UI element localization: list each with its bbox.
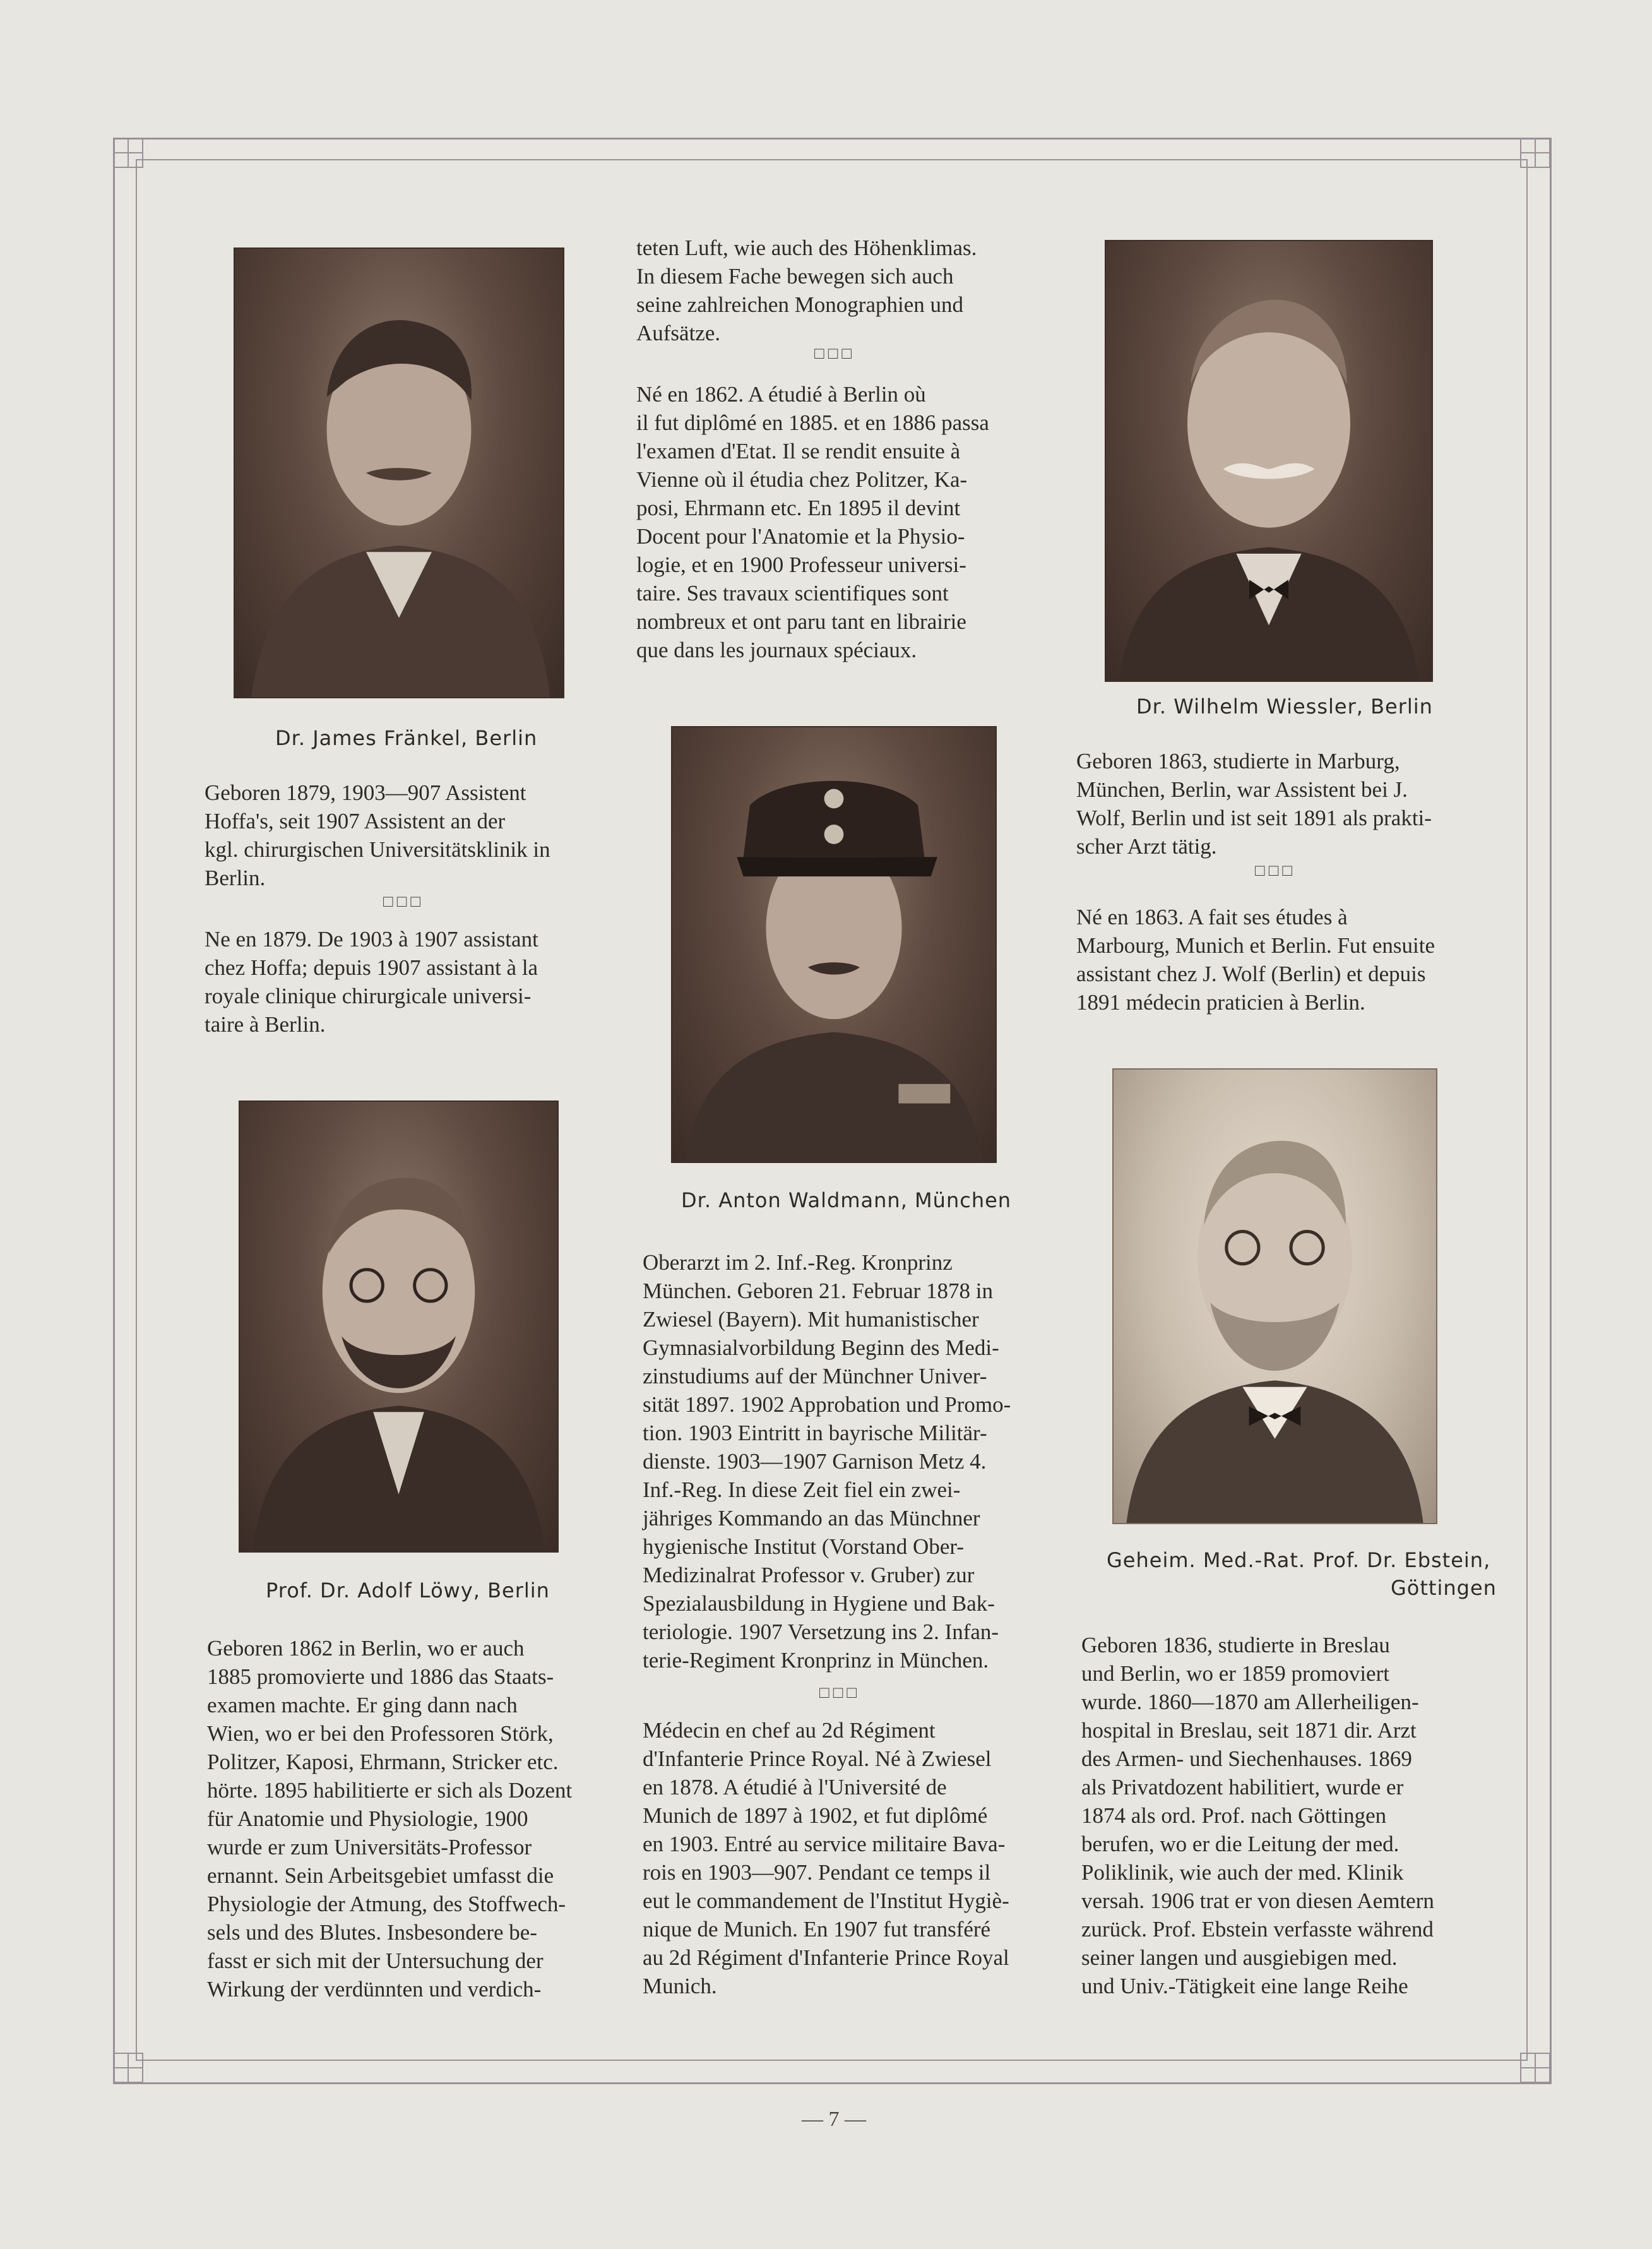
biography-german: Geboren 1879, 1903—907 Assistent Hoffa's, seit 1907 Assistent an der kgl. chirurgischen Universitätsklinik in Berlin. xyxy=(205,780,550,890)
portrait-photo-loewy xyxy=(239,1101,559,1553)
section-separator: □□□ xyxy=(814,344,856,362)
section-separator: □□□ xyxy=(819,1683,861,1702)
biography-german: Geboren 1862 in Berlin, wo er auch 1885 promovierte und 1886 das Staats- examen machte. Er ging dann nach Wien, wo er bei den Professoren Störk, Politzer, Kaposi, Ehrmann, Stricker etc. hörte. 1895 habilitierte er sich als Dozent für Anatomie und Physiologie, 1900 wurde er zum Universitäts-Professor ernannt. Sein Arbeitsgebiet umfasst die Physiologie der Atmung, des Stoffwech- sels und des Blutes. Insbesondere be- fasst er sich mit der Untersuchung der Wirkung der verdünnten und verdich- xyxy=(207,1636,573,2001)
biography-german: Geboren 1863, studierte in Marburg, München, Berlin, war Assistent bei J. Wolf, Berlin und ist seit 1891 als prakti- scher Arzt tätig. xyxy=(1076,749,1432,859)
portrait-caption: Göttingen xyxy=(1391,1576,1497,1600)
border-corner-ornament xyxy=(1520,2053,1550,2083)
portrait-photo-waldmann xyxy=(671,726,997,1163)
biography-french: Né en 1862. A étudié à Berlin où il fut diplômé en 1885. et en 1886 passa l'examen d'Etat. Il se rendit ensuite à Vienne où il étudia chez Politzer, Ka- posi, Ehrmann etc. En 1895 il devint Docent pour l'Anatomie et la Physio- logie, et en 1900 Professeur universi- taire. Ses travaux scientifiques sont nombreux et ont paru tant en librairie que dans les journaux spéciaux. xyxy=(636,382,989,662)
portrait-caption: Prof. Dr. Adolf Löwy, Berlin xyxy=(266,1578,550,1602)
portrait-caption: Geheim. Med.-Rat. Prof. Dr. Ebstein, xyxy=(1107,1548,1491,1572)
biography-french: Né en 1863. A fait ses études à Marbourg, Munich et Berlin. Fut ensuite assistant chez J. Wolf (Berlin) et depuis 1891 médecin praticien à Berlin. xyxy=(1076,905,1435,1015)
section-separator: □□□ xyxy=(383,892,425,910)
border-corner-ornament xyxy=(1520,138,1550,168)
portrait-photo-ebstein xyxy=(1112,1068,1437,1524)
portrait-photo-fraenkel xyxy=(234,248,564,698)
biography-french: Médecin en chef au 2d Régiment d'Infanterie Prince Royal. Né à Zwiesel en 1878. A étudié à l'Université de Munich de 1897 à 1902, et fut diplômé en 1903. Entré au service militaire Bava- rois en 1903—907. Pendant ce temps il eut le commandement de l'Institut Hygiè- nique de Munich. En 1907 fut transféré au 2d Régiment d'Infanterie Prince Royal Munich. xyxy=(643,1718,1009,1998)
portrait-caption: Dr. James Fränkel, Berlin xyxy=(275,726,538,750)
portrait-caption: Dr. Anton Waldmann, München xyxy=(681,1188,1012,1212)
page-number: — 7 — xyxy=(802,2108,866,2131)
biography-french: Ne en 1879. De 1903 à 1907 assistant chez Hoffa; depuis 1907 assistant à la royale clinique chirurgicale universi- taire à Berlin. xyxy=(205,927,538,1037)
biography-german: Geboren 1836, studierte in Breslau und Berlin, wo er 1859 promoviert wurde. 1860—1870 am Allerheiligen- hospital in Breslau, seit 1871 dir. Arzt des Armen- und Siechenhauses. 1869 als Privatdozent habilitiert, wurde er 1874 als ord. Prof. nach Göttingen berufen, wo er die Leitung der med. Poliklinik, wie auch der med. Klinik versah. 1906 trat er von diesen Aemtern zurück. Prof. Ebstein verfasste während seiner langen und ausgiebigen med. und Univ.-Tätigkeit eine lange Reihe xyxy=(1081,1633,1434,1998)
biography-german-continued: teten Luft, wie auch des Höhenklimas. In diesem Fache bewegen sich auch seine zahlreichen Monographien und Aufsätze. xyxy=(636,236,977,345)
border-corner-ornament xyxy=(113,2053,143,2083)
biography-german: Oberarzt im 2. Inf.-Reg. Kronprinz München. Geboren 21. Februar 1878 in Zwiesel (Bayern). Mit humanistischer Gymnasialvorbildung Beginn des Medi- zinstudiums auf der Münchner Univer- sität 1897. 1902 Approbation und Promo- tion. 1903 Eintritt in bayrische Militär- dienste. 1903—1907 Garnison Metz 4. Inf.-Reg. In diese Zeit fiel ein zwei- jähriges Kommando an das Münchner hygienische Institut (Vorstand Ober- Medizinalrat Professor v. Gruber) zur Spezialausbildung in Hygiene und Bak- teriologie. 1907 Versetzung ins 2. Infan- terie-Regiment Kronprinz in München. xyxy=(643,1250,1011,1673)
section-separator: □□□ xyxy=(1255,861,1297,880)
border-corner-ornament xyxy=(113,138,143,168)
portrait-photo-wiessler xyxy=(1105,240,1433,682)
portrait-caption: Dr. Wilhelm Wiessler, Berlin xyxy=(1136,695,1433,719)
